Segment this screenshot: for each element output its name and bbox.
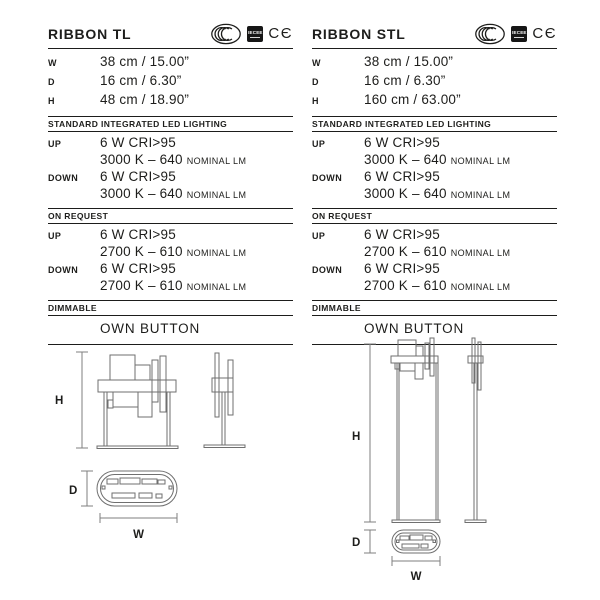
spec-value: 6 W CRI>95 bbox=[364, 169, 440, 184]
spec-row-down-output bbox=[312, 186, 557, 203]
kelvin-lumen-value: 3000 K – 640 bbox=[100, 152, 183, 167]
product-header bbox=[312, 22, 557, 49]
iecee-underline bbox=[514, 37, 524, 38]
stl-front-view-drawing bbox=[391, 338, 440, 523]
dimension-label: D bbox=[48, 77, 55, 87]
tl-side-view-drawing bbox=[204, 353, 245, 448]
column-ribbon-tl bbox=[48, 22, 293, 345]
dimension-row-depth bbox=[48, 72, 293, 91]
dimension-label: H bbox=[48, 96, 55, 106]
product-title: RIBBON TL bbox=[48, 26, 132, 42]
stl-side-view-drawing bbox=[465, 338, 486, 523]
spec-value bbox=[100, 186, 246, 203]
kelvin-lumen-value: 3000 K – 640 bbox=[364, 186, 447, 201]
spec-row-up bbox=[312, 227, 557, 244]
nominal-lm-suffix: NOMINAL LM bbox=[450, 248, 511, 258]
spec-row-down bbox=[48, 169, 293, 186]
kelvin-lumen-value: 2700 K – 610 bbox=[364, 244, 447, 259]
tl-top-view-drawing bbox=[97, 471, 177, 506]
iecee-label: IECEE bbox=[248, 30, 263, 36]
spec-label: UP bbox=[312, 139, 326, 149]
dimensions-table bbox=[48, 49, 293, 116]
spec-block-on-request bbox=[48, 224, 293, 300]
spec-row-down-output bbox=[48, 278, 293, 295]
dimension-value: 16 cm / 6.30” bbox=[364, 73, 446, 88]
nominal-lm-suffix: NOMINAL LM bbox=[186, 156, 247, 166]
tl-front-view-drawing bbox=[97, 355, 178, 449]
height-dimension-line bbox=[76, 352, 88, 448]
width-dimension-line bbox=[100, 513, 177, 523]
spec-row-down bbox=[312, 169, 557, 186]
ce-certification-icon: CЄ bbox=[268, 25, 293, 42]
spec-value: 6 W CRI>95 bbox=[364, 135, 440, 150]
spec-label: DOWN bbox=[312, 265, 343, 275]
depth-dimension-line bbox=[364, 530, 376, 553]
iecee-label: IECEE bbox=[512, 30, 527, 36]
height-dimension-line bbox=[364, 344, 376, 522]
ccc-certification-icon bbox=[474, 23, 506, 45]
spec-row-down-output bbox=[312, 278, 557, 295]
nominal-lm-suffix: NOMINAL LM bbox=[450, 282, 511, 292]
spec-label: DOWN bbox=[48, 173, 79, 183]
kelvin-lumen-value: 2700 K – 610 bbox=[364, 278, 447, 293]
ribbon-tl-technical-drawing bbox=[45, 335, 295, 590]
kelvin-lumen-value: 3000 K – 640 bbox=[364, 152, 447, 167]
section-heading-on-request: ON REQUEST bbox=[48, 208, 293, 224]
spec-label: UP bbox=[48, 139, 62, 149]
spec-row-up bbox=[48, 227, 293, 244]
spec-label: DOWN bbox=[48, 265, 79, 275]
dimension-row-depth bbox=[312, 72, 557, 91]
spec-value: 6 W CRI>95 bbox=[364, 261, 440, 276]
spec-row-up-output bbox=[48, 244, 293, 261]
nominal-lm-suffix: NOMINAL LM bbox=[450, 156, 511, 166]
spec-row-up-output bbox=[312, 152, 557, 169]
spec-row-up bbox=[312, 135, 557, 152]
column-ribbon-stl bbox=[312, 22, 557, 345]
height-dimension-label: H bbox=[55, 395, 64, 407]
dimmable-value: OWN BUTTON bbox=[48, 316, 293, 345]
spec-row-up-output bbox=[312, 244, 557, 261]
spec-value bbox=[364, 186, 510, 203]
dimension-row-width bbox=[48, 53, 293, 72]
spec-row-up-output bbox=[48, 152, 293, 169]
width-dimension-label: W bbox=[133, 529, 144, 541]
iecee-underline bbox=[250, 37, 260, 38]
dimension-row-height bbox=[48, 91, 293, 110]
spec-block-standard bbox=[312, 132, 557, 208]
dimension-value: 160 cm / 63.00” bbox=[364, 92, 461, 107]
dimension-value: 38 cm / 15.00” bbox=[100, 54, 190, 69]
dimension-row-width bbox=[312, 53, 557, 72]
dimensions-table bbox=[312, 49, 557, 116]
spec-value: 6 W CRI>95 bbox=[100, 135, 176, 150]
section-heading-dimmable: DIMMABLE bbox=[312, 300, 557, 316]
kelvin-lumen-value: 2700 K – 610 bbox=[100, 278, 183, 293]
depth-dimension-label: D bbox=[69, 485, 78, 497]
depth-dimension-label: D bbox=[352, 537, 361, 549]
spec-value bbox=[100, 278, 246, 295]
kelvin-lumen-value: 2700 K – 610 bbox=[100, 244, 183, 259]
section-heading-standard-led: STANDARD INTEGRATED LED LIGHTING bbox=[48, 116, 293, 132]
section-heading-on-request: ON REQUEST bbox=[312, 208, 557, 224]
dimension-value: 48 cm / 18.90” bbox=[100, 92, 190, 107]
width-dimension-label: W bbox=[410, 571, 422, 583]
stl-top-view-drawing bbox=[392, 530, 440, 553]
spec-row-up bbox=[48, 135, 293, 152]
spec-label: UP bbox=[48, 231, 62, 241]
certification-marks bbox=[474, 23, 557, 45]
product-header bbox=[48, 22, 293, 49]
spec-value bbox=[100, 152, 246, 169]
depth-dimension-line bbox=[81, 471, 93, 506]
spec-value: 6 W CRI>95 bbox=[100, 261, 176, 276]
nominal-lm-suffix: NOMINAL LM bbox=[186, 248, 247, 258]
spec-value bbox=[364, 244, 510, 261]
iecee-certification-icon bbox=[511, 26, 527, 42]
spec-row-down bbox=[312, 261, 557, 278]
nominal-lm-suffix: NOMINAL LM bbox=[186, 190, 247, 200]
spec-label: UP bbox=[312, 231, 326, 241]
dimension-label: D bbox=[312, 77, 319, 87]
dimension-value: 16 cm / 6.30” bbox=[100, 73, 182, 88]
certification-marks bbox=[210, 23, 293, 45]
spec-value: 6 W CRI>95 bbox=[100, 169, 176, 184]
dimension-row-height bbox=[312, 91, 557, 110]
spec-value: 6 W CRI>95 bbox=[364, 227, 440, 242]
product-title: RIBBON STL bbox=[312, 26, 406, 42]
dimmable-value: OWN BUTTON bbox=[312, 316, 557, 345]
spec-value bbox=[100, 244, 246, 261]
spec-row-down-output bbox=[48, 186, 293, 203]
nominal-lm-suffix: NOMINAL LM bbox=[450, 190, 511, 200]
section-heading-standard-led: STANDARD INTEGRATED LED LIGHTING bbox=[312, 116, 557, 132]
section-heading-dimmable: DIMMABLE bbox=[48, 300, 293, 316]
dimension-label: W bbox=[48, 58, 57, 68]
nominal-lm-suffix: NOMINAL LM bbox=[186, 282, 247, 292]
spec-block-on-request bbox=[312, 224, 557, 300]
spec-value: 6 W CRI>95 bbox=[100, 227, 176, 242]
dimension-label: H bbox=[312, 96, 319, 106]
ribbon-stl-technical-drawing bbox=[312, 330, 560, 590]
spec-block-standard bbox=[48, 132, 293, 208]
ccc-certification-icon bbox=[210, 23, 242, 45]
spec-label: DOWN bbox=[312, 173, 343, 183]
iecee-certification-icon bbox=[247, 26, 263, 42]
spec-value bbox=[364, 278, 510, 295]
dimension-label: W bbox=[312, 58, 321, 68]
kelvin-lumen-value: 3000 K – 640 bbox=[100, 186, 183, 201]
spec-row-down bbox=[48, 261, 293, 278]
spec-value bbox=[364, 152, 510, 169]
height-dimension-label: H bbox=[352, 431, 361, 443]
width-dimension-line bbox=[392, 556, 440, 566]
ce-certification-icon: CЄ bbox=[532, 25, 557, 42]
dimension-value: 38 cm / 15.00” bbox=[364, 54, 454, 69]
